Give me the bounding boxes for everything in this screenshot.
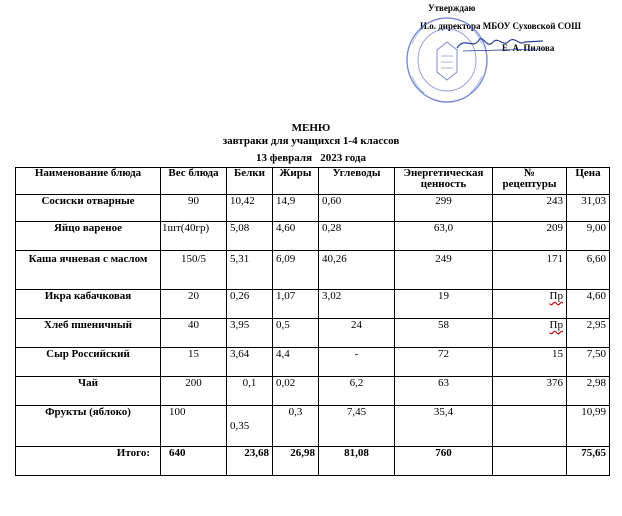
- dish-name: Сосиски отварные: [16, 195, 161, 222]
- dish-energy: 63,0: [395, 222, 493, 251]
- school-seal-stamp: [402, 14, 492, 106]
- dish-fat: 0,02: [273, 377, 319, 406]
- dish-recipe-no: 15: [493, 348, 567, 377]
- dish-carbs: 40,26: [319, 251, 395, 290]
- menu-table: [15, 167, 610, 476]
- menu-title: МЕНЮ: [291, 122, 331, 134]
- signature: [455, 32, 545, 54]
- dish-fat: 1,07: [273, 290, 319, 319]
- dish-recipe-no: 376: [493, 377, 567, 406]
- dish-carbs: 0,28: [319, 222, 395, 251]
- table-row: [16, 319, 610, 348]
- recipe-no-text: Пр: [549, 319, 563, 331]
- dish-carbs: 0,60: [319, 195, 395, 222]
- total-weight: 640: [161, 447, 227, 476]
- total-recipe-no: [493, 447, 567, 476]
- dish-recipe-no: 243: [493, 195, 567, 222]
- dish-name: Икра кабачковая: [16, 290, 161, 319]
- total-fat: 26,98: [273, 447, 319, 476]
- table-row: [16, 195, 610, 222]
- dish-energy: 249: [395, 251, 493, 290]
- dish-protein: [227, 406, 273, 447]
- dish-name: Хлеб пшеничный: [16, 319, 161, 348]
- dish-weight: 20: [161, 290, 227, 319]
- header-weight: Вес блюда: [161, 168, 227, 195]
- total-price: 75,65: [567, 447, 610, 476]
- dish-fat: 0,3: [273, 406, 319, 447]
- dish-price: 10,99: [567, 406, 610, 447]
- dish-weight: 90: [161, 195, 227, 222]
- dish-fat: 14,9: [273, 195, 319, 222]
- dish-recipe-no: [493, 290, 567, 319]
- approval-caption: Утверждаю: [428, 3, 476, 13]
- dish-price: 9,00: [567, 222, 610, 251]
- approval-signatory: Е. А. Пилова: [502, 43, 555, 53]
- dish-recipe-no: 171: [493, 251, 567, 290]
- dish-weight: 100: [161, 406, 227, 447]
- dish-protein: 3,64: [227, 348, 273, 377]
- dish-energy: 58: [395, 319, 493, 348]
- table-row: [16, 348, 610, 377]
- dish-weight: 150/5: [161, 251, 227, 290]
- recipe-no-text: Пр: [549, 290, 563, 302]
- table-total-row: [16, 447, 610, 476]
- dish-carbs: 7,45: [319, 406, 395, 447]
- dish-protein: 0,1: [227, 377, 273, 406]
- dish-protein-value: 0,35: [230, 420, 250, 432]
- total-label: Итого:: [16, 447, 161, 476]
- table-row: [16, 377, 610, 406]
- dish-protein: 0,26: [227, 290, 273, 319]
- dish-name: Сыр Российский: [16, 348, 161, 377]
- total-energy: 760: [395, 447, 493, 476]
- approval-position: И.о. директора МБОУ Суховской СОШ: [420, 21, 582, 31]
- dish-energy: 19: [395, 290, 493, 319]
- dish-protein: 3,95: [227, 319, 273, 348]
- dish-name: Чай: [16, 377, 161, 406]
- menu-date: 13 февраля 2023 года: [256, 152, 366, 164]
- table-row: [16, 222, 610, 251]
- dish-carbs: 24: [319, 319, 395, 348]
- dish-protein: 10,42: [227, 195, 273, 222]
- header-recipe-no: № рецептуры: [493, 168, 567, 195]
- dish-carbs: 6,2: [319, 377, 395, 406]
- dish-carbs: 3,02: [319, 290, 395, 319]
- header-price: Цена: [567, 168, 610, 195]
- dish-price: 6,60: [567, 251, 610, 290]
- table-header-row: [16, 168, 610, 195]
- menu-subtitle: завтраки для учащихся 1-4 классов: [222, 135, 400, 147]
- dish-price: 7,50: [567, 348, 610, 377]
- dish-price: 2,95: [567, 319, 610, 348]
- table-row: [16, 251, 610, 290]
- total-carbs: 81,08: [319, 447, 395, 476]
- dish-weight: 40: [161, 319, 227, 348]
- table-row: [16, 290, 610, 319]
- dish-price: 2,98: [567, 377, 610, 406]
- header-energy: Энергетическая ценность: [395, 168, 493, 195]
- total-protein: 23,68: [227, 447, 273, 476]
- dish-protein: 5,31: [227, 251, 273, 290]
- dish-energy: 72: [395, 348, 493, 377]
- dish-name: Фрукты (яблоко): [16, 406, 161, 447]
- dish-recipe-no: [493, 319, 567, 348]
- dish-protein: 5,08: [227, 222, 273, 251]
- dish-name: Яйцо вареное: [16, 222, 161, 251]
- table-row: [16, 406, 610, 447]
- dish-recipe-no: 209: [493, 222, 567, 251]
- header-protein: Белки: [227, 168, 273, 195]
- dish-price: 4,60: [567, 290, 610, 319]
- dish-weight: 200: [161, 377, 227, 406]
- dish-name: Каша ячневая с маслом: [16, 251, 161, 290]
- dish-energy: 35,4: [395, 406, 493, 447]
- dish-energy: 63: [395, 377, 493, 406]
- dish-fat: 6,09: [273, 251, 319, 290]
- header-dish-name: Наименование блюда: [16, 168, 161, 195]
- dish-price: 31,03: [567, 195, 610, 222]
- dish-carbs: -: [319, 348, 395, 377]
- dish-weight: 15: [161, 348, 227, 377]
- dish-fat: 4,60: [273, 222, 319, 251]
- dish-fat: 0,5: [273, 319, 319, 348]
- header-fat: Жиры: [273, 168, 319, 195]
- dish-recipe-no: [493, 406, 567, 447]
- dish-weight: 1шт(40гр): [161, 222, 227, 251]
- header-carbs: Углеводы: [319, 168, 395, 195]
- dish-energy: 299: [395, 195, 493, 222]
- dish-fat: 4,4: [273, 348, 319, 377]
